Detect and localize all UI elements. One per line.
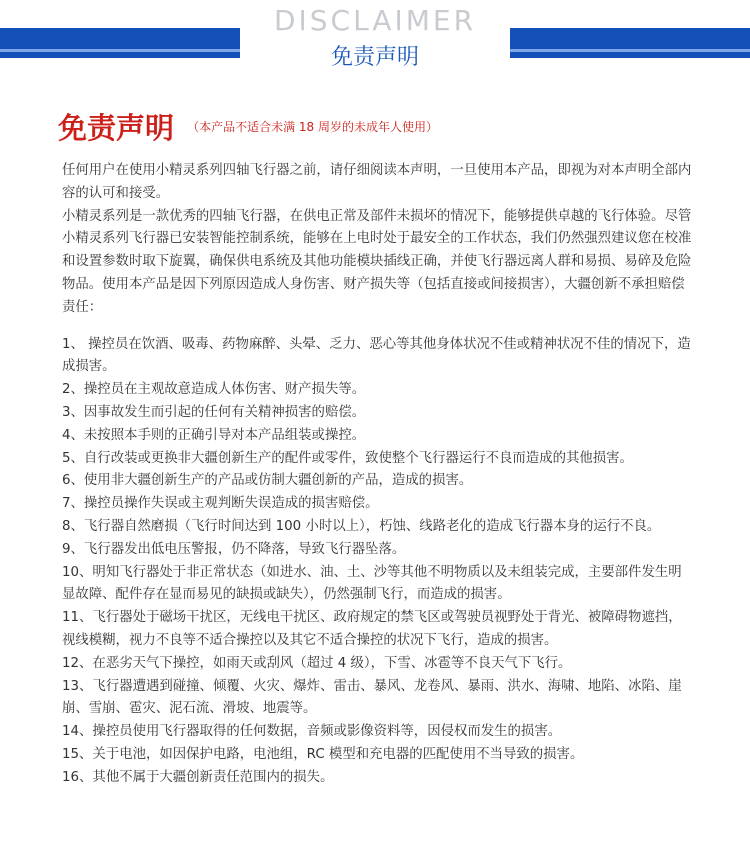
disclaimer-item-14: 14、操控员使用飞行器取得的任何数据，音频或影像资料等，因侵权而发生的损害。: [62, 724, 562, 740]
section-heading: [58, 106, 438, 147]
intro-paragraph-1: 任何用户在使用小精灵系列四轴飞行器之前，请仔细阅读本声明，一旦使用本产品，即视为对本声明全部内容的认可和接受。: [62, 163, 692, 201]
header-banner: [0, 0, 750, 90]
disclaimer-item-13: 13、飞行器遭遇到碰撞、倾覆、火灾、爆炸、雷击、暴风、龙卷风、暴雨、洪水、海啸、地陷、冰陷、崖崩、雪崩、雹灾、泥石流、滑坡、地震等。: [62, 678, 682, 717]
disclaimer-item-2: 2、操控员在主观故意造成人体伤害、财产损失等。: [62, 382, 366, 398]
disclaimer-item-15: 15、关于电池，如因保护电路，电池组，RC 模型和充电器的匹配使用不当导致的损害。: [62, 746, 584, 762]
banner-chinese-title: 免责声明: [330, 45, 419, 70]
disclaimer-item-7: 7、操控员操作失误或主观判断失误造成的损害赔偿。: [62, 496, 379, 512]
disclaimer-item-10: 10、明知飞行器处于非正常状态（如进水、油、土、沙等其他不明物质以及未组装完成，主要部件发生明显故障、配件存在显而易见的缺损或缺失），仍然强制飞行，而造成的损害。: [62, 564, 682, 603]
disclaimer-item-9: 9、飞行器发出低电压警报，仍不降落，导致飞行器坠落。: [62, 541, 406, 557]
page-title: 免责声明: [58, 111, 175, 145]
disclaimer-item-8: 8、飞行器自然磨损（飞行时间达到 100 小时以上），朽蚀、线路老化的造成飞行器本身的运行不良。: [62, 518, 661, 534]
disclaimer-item-1: 1、 操控员在饮酒、吸毒、药物麻醉、头晕、乏力、恶心等其他身体状况不佳或精神状况不佳的情况下，造成损害。: [62, 336, 691, 375]
age-restriction-note: （本产品不适合未满 18 周岁的未成年人使用）: [187, 120, 439, 134]
disclaimer-item-6: 6、使用非大疆创新生产的产品或仿制大疆创新的产品，造成的损害。: [62, 473, 473, 489]
disclaimer-item-12: 12、在恶劣天气下操控，如雨天或刮风（超过 4 级），下雪、冰雹等不良天气下飞行。: [62, 655, 572, 671]
disclaimer-item-3: 3、因事故发生而引起的任何有关精神损害的赔偿。: [62, 404, 366, 420]
disclaimer-item-4: 4、未按照本手则的正确引导对本产品组装或操控。: [62, 427, 366, 443]
banner-english-title: DISCLAIMER: [273, 4, 477, 37]
disclaimer-body: [62, 160, 694, 790]
disclaimer-item-11: 11、飞行器处于磁场干扰区，无线电干扰区、政府规定的禁飞区或驾驶员视野处于背光、被障碍物遮挡，视线模糊，视力不良等不适合操控以及其它不适合操控的状况下飞行，造成的损害。: [62, 610, 682, 648]
spacer: [62, 320, 694, 334]
intro-paragraph-2: 小精灵系列是一款优秀的四轴飞行器，在供电正常及部件未损坏的情况下，能够提供卓越的飞行体验。尽管小精灵系列飞行器已安装智能控制系统，能够在上电时处于最安全的工作状态，我们仍然强烈建议您在校准和设置参数时取下旋翼，确保供电系统及其他功能模块插线正确，并使飞行器远离人群和易损、易碎及危险物品。使用本产品是因下列原因造成人身伤害、财产损失等（包括直接或间接损害），大疆创新不承担赔偿责任：: [62, 208, 692, 315]
disclaimer-item-5: 5、自行改装或更换非大疆创新生产的配件或零件，致使整个飞行器运行不良而造成的其他损害。: [62, 450, 633, 466]
disclaimer-item-16: 16、其他不属于大疆创新责任范围内的损失。: [62, 769, 334, 785]
